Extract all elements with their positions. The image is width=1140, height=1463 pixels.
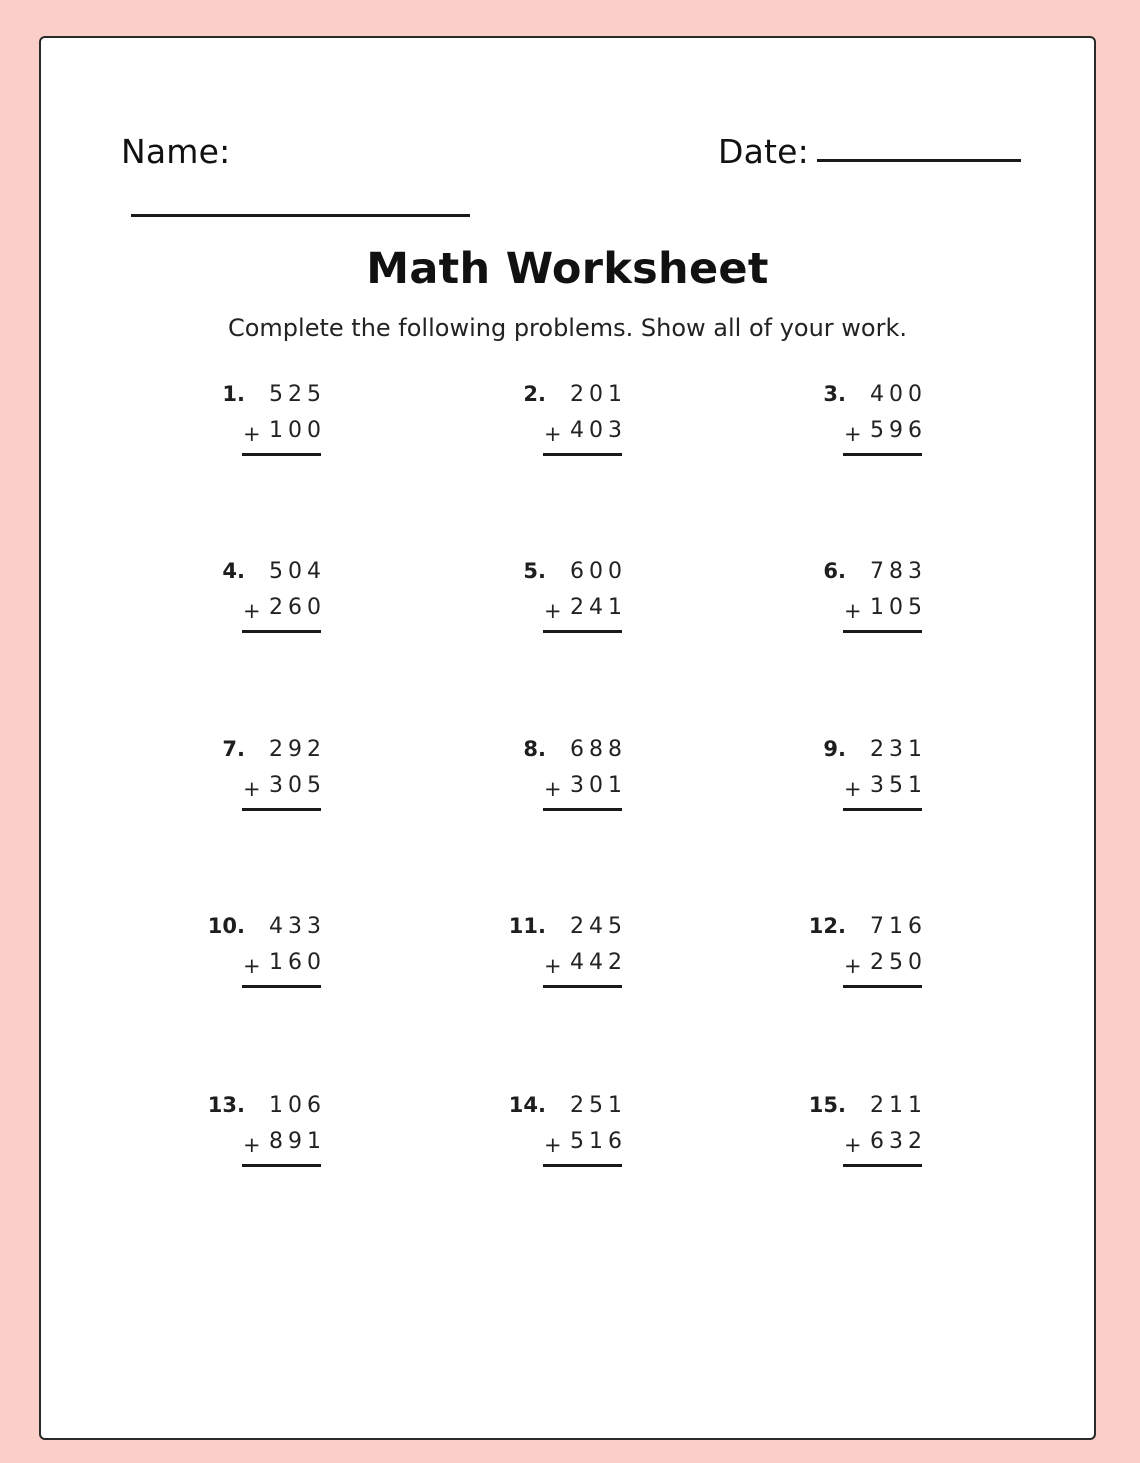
problem-top-addend: 231: [870, 737, 927, 762]
problem-number: 12.: [808, 914, 846, 938]
problem-top-addend: 211: [870, 1093, 927, 1118]
problem-top-addend: 400: [870, 382, 927, 407]
problem-number: 1.: [222, 382, 245, 406]
answer-rule[interactable]: [843, 985, 922, 988]
problem-number: 10.: [207, 914, 245, 938]
answer-rule[interactable]: [843, 808, 922, 811]
problem-5: [491, 559, 651, 639]
problem-bottom-addend: 403: [570, 418, 627, 443]
answer-rule[interactable]: [242, 630, 321, 633]
problem-number: 5.: [523, 559, 546, 583]
problem-bottom-addend: 596: [870, 418, 927, 443]
answer-rule[interactable]: [242, 808, 321, 811]
answer-rule[interactable]: [843, 630, 922, 633]
problem-number: 2.: [523, 382, 546, 406]
problem-bottom-addend: 516: [570, 1129, 627, 1154]
problem-bottom-addend: 351: [870, 773, 927, 798]
problem-4: [190, 559, 350, 639]
problem-bottom-addend: 260: [269, 595, 326, 620]
answer-rule[interactable]: [242, 985, 321, 988]
worksheet-title: Math Worksheet: [366, 244, 769, 294]
problem-bottom-addend: 160: [269, 950, 326, 975]
problem-bottom-addend: 632: [870, 1129, 927, 1154]
name-answer-line[interactable]: [131, 214, 470, 217]
problem-number: 3.: [823, 382, 846, 406]
plus-sign: +: [243, 954, 261, 978]
problem-3: [791, 382, 951, 462]
problem-bottom-addend: 891: [269, 1129, 326, 1154]
problem-number: 13.: [207, 1093, 245, 1117]
problem-bottom-addend: 241: [570, 595, 627, 620]
problem-top-addend: 292: [269, 737, 326, 762]
problem-9: [791, 737, 951, 817]
plus-sign: +: [844, 1133, 862, 1157]
plus-sign: +: [544, 422, 562, 446]
problem-number: 11.: [508, 914, 546, 938]
plus-sign: +: [544, 954, 562, 978]
answer-rule[interactable]: [843, 1164, 922, 1167]
plus-sign: +: [544, 599, 562, 623]
problem-top-addend: 688: [570, 737, 627, 762]
problem-12: [791, 914, 951, 994]
problem-bottom-addend: 301: [570, 773, 627, 798]
problem-top-addend: 251: [570, 1093, 627, 1118]
problem-6: [791, 559, 951, 639]
plus-sign: +: [844, 422, 862, 446]
answer-rule[interactable]: [543, 453, 622, 456]
name-label: Name:: [121, 132, 231, 171]
problem-13: [190, 1093, 350, 1173]
problem-top-addend: 783: [870, 559, 927, 584]
problem-number: 9.: [823, 737, 846, 761]
problem-10: [190, 914, 350, 994]
plus-sign: +: [243, 422, 261, 446]
problem-7: [190, 737, 350, 817]
problem-number: 14.: [508, 1093, 546, 1117]
problem-bottom-addend: 250: [870, 950, 927, 975]
answer-rule[interactable]: [543, 630, 622, 633]
problem-15: [791, 1093, 951, 1173]
worksheet-page: [39, 36, 1096, 1440]
answer-rule[interactable]: [242, 1164, 321, 1167]
worksheet-instructions: Complete the following problems. Show all of your work.: [227, 314, 908, 342]
problem-top-addend: 504: [269, 559, 326, 584]
plus-sign: +: [243, 1133, 261, 1157]
problem-top-addend: 201: [570, 382, 627, 407]
plus-sign: +: [844, 599, 862, 623]
problem-top-addend: 600: [570, 559, 627, 584]
plus-sign: +: [243, 777, 261, 801]
problem-bottom-addend: 100: [269, 418, 326, 443]
problem-number: 8.: [523, 737, 546, 761]
problem-top-addend: 433: [269, 914, 326, 939]
answer-rule[interactable]: [543, 985, 622, 988]
problem-number: 15.: [808, 1093, 846, 1117]
problem-1: [190, 382, 350, 462]
answer-rule[interactable]: [543, 1164, 622, 1167]
problem-2: [491, 382, 651, 462]
problem-bottom-addend: 305: [269, 773, 326, 798]
date-answer-line[interactable]: [817, 159, 1021, 162]
problem-number: 7.: [222, 737, 245, 761]
plus-sign: +: [544, 777, 562, 801]
problem-14: [491, 1093, 651, 1173]
date-label: Date:: [718, 132, 809, 171]
problem-bottom-addend: 442: [570, 950, 627, 975]
problem-bottom-addend: 105: [870, 595, 927, 620]
plus-sign: +: [844, 777, 862, 801]
problem-top-addend: 106: [269, 1093, 326, 1118]
plus-sign: +: [243, 599, 261, 623]
problem-top-addend: 245: [570, 914, 627, 939]
answer-rule[interactable]: [843, 453, 922, 456]
problem-number: 4.: [222, 559, 245, 583]
answer-rule[interactable]: [242, 453, 321, 456]
problem-number: 6.: [823, 559, 846, 583]
plus-sign: +: [844, 954, 862, 978]
problem-11: [491, 914, 651, 994]
problem-top-addend: 525: [269, 382, 326, 407]
problem-8: [491, 737, 651, 817]
problem-top-addend: 716: [870, 914, 927, 939]
plus-sign: +: [544, 1133, 562, 1157]
answer-rule[interactable]: [543, 808, 622, 811]
